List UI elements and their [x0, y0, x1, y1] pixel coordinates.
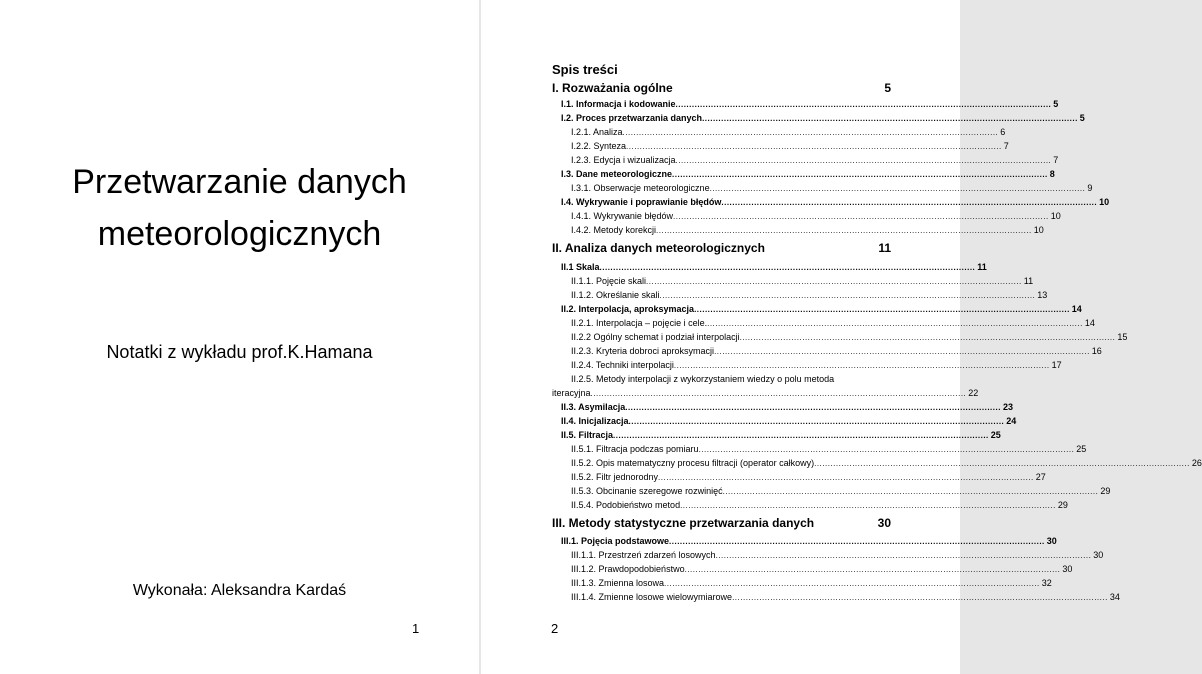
toc-entry[interactable]: [552, 304, 1082, 314]
toc-leader-dots: ..........................................................................................................................................: [672, 212, 1049, 221]
toc-entry-page: 5: [1079, 113, 1085, 123]
toc-entry-label: II.1 Skala: [561, 262, 600, 272]
toc-entry[interactable]: [552, 592, 1120, 602]
toc-entry[interactable]: [552, 444, 1087, 454]
toc-entry[interactable]: [552, 183, 1093, 193]
toc-leader-dots: ..........................................................................................................................................: [658, 473, 1034, 482]
toc-entry-label-continued: iteracyjna: [552, 388, 591, 398]
toc-entry-page: 32: [1041, 578, 1052, 588]
toc-entry[interactable]: [552, 402, 1013, 412]
toc-entry-label: III.1.2. Prawdopodobieństwo: [571, 564, 685, 574]
toc-leader-dots: ..........................................................................................................................................: [625, 403, 1001, 412]
toc-entry[interactable]: [552, 290, 1048, 300]
toc-entry-label: III.1.1. Przestrzeń zdarzeń losowych: [571, 550, 716, 560]
toc-entry-page: 22: [968, 388, 979, 398]
toc-entry[interactable]: [552, 486, 1111, 496]
toc-entry-page: 30: [1046, 536, 1057, 546]
toc-leader-dots: ..........................................................................................................................................: [622, 128, 999, 137]
toc-entry-page: 8: [1049, 169, 1055, 179]
toc-entry[interactable]: [552, 211, 1061, 221]
toc-entry[interactable]: [552, 81, 896, 95]
toc-entry-label: I.1. Informacja i kodowanie: [561, 99, 676, 109]
toc-entry-label: I. Rozważania ogólne: [552, 81, 673, 95]
toc-entry-page: 16: [1091, 346, 1102, 356]
toc-entry[interactable]: [552, 550, 1104, 560]
toc-entry-label: III.1.4. Zmienne losowe wielowymiarowe: [571, 592, 733, 602]
toc-entry[interactable]: [552, 169, 1055, 179]
toc-entry-label: I.2.3. Edycja i wizualizacja: [571, 155, 676, 165]
toc-entry[interactable]: [552, 155, 1059, 165]
toc-entry-page: 25: [1076, 444, 1087, 454]
toc-entry-page: 5: [884, 81, 891, 95]
toc-entry-page: 14: [1084, 318, 1095, 328]
toc-title: Spis treści: [552, 62, 618, 77]
toc-entry-page: 26: [1191, 458, 1202, 468]
toc-entry-page: 13: [1037, 290, 1048, 300]
toc-entry[interactable]: [552, 197, 1110, 207]
toc-entry[interactable]: [552, 127, 1006, 137]
toc-leader-dots: ..........................................................................................................................................: [714, 347, 1090, 356]
toc-entry[interactable]: [552, 516, 896, 530]
toc-leader-dots: ..........................................................................................................................................: [613, 431, 989, 440]
toc-leader-dots: ..........................................................................................................................................: [707, 319, 1083, 328]
toc-leader-dots: ..........................................................................................................................................: [673, 361, 1050, 370]
toc-entry-page: 14: [1071, 304, 1082, 314]
toc-entry[interactable]: [552, 332, 1128, 342]
toc-leader-dots: ..........................................................................................................................................: [739, 333, 1116, 342]
toc-leader-dots: ..........................................................................................................................................: [732, 593, 1108, 602]
right-page: [481, 0, 1202, 674]
toc-entry-label: II.2.5. Metody interpolacji z wykorzystaniem wiedzy o polu metoda: [571, 374, 835, 384]
toc-entry-page: 27: [1035, 472, 1046, 482]
toc-entry-page: 11: [878, 241, 891, 255]
toc-entry-label: II.4. Inicjalizacja: [561, 416, 629, 426]
toc-leader-dots: ..........................................................................................................................................: [694, 305, 1070, 314]
toc-entry-label: II.5.4. Podobieństwo metod: [571, 500, 681, 510]
toc-entry[interactable]: [552, 472, 1046, 482]
toc-leader-dots: ..........................................................................................................................................: [684, 565, 1061, 574]
toc-leader-dots: ..........................................................................................................................................: [626, 142, 1002, 151]
toc-entry[interactable]: [552, 346, 1102, 356]
toc-leader-dots: ..........................................................................................................................................: [675, 100, 1052, 109]
toc-entry-page: 24: [1006, 416, 1017, 426]
toc-entry[interactable]: [552, 360, 1062, 370]
toc-entry-label: I.4.2. Metody korekcji: [571, 225, 657, 235]
page-number-right: 2: [551, 621, 559, 636]
toc-leader-dots: ..........................................................................................................................................: [672, 170, 1048, 179]
toc-leader-dots: ..........................................................................................................................................: [590, 389, 967, 398]
toc-entry-page: 10: [1099, 197, 1110, 207]
toc-entry[interactable]: [552, 241, 896, 255]
toc-entry[interactable]: [552, 500, 1068, 510]
toc-leader-dots: ..........................................................................................................................................: [599, 263, 976, 272]
document-title-line-2: meteorologicznych: [97, 215, 382, 253]
toc-entry-label: II.2.4. Techniki interpolacji: [571, 360, 674, 370]
toc-leader-dots: ..........................................................................................................................................: [709, 184, 1086, 193]
toc-entry-page: 11: [1023, 276, 1034, 286]
toc-entry-page: 30: [877, 516, 891, 530]
toc-entry-page: 11: [977, 262, 987, 272]
toc-entry[interactable]: [552, 536, 1057, 546]
toc-entry-label: II. Analiza danych meteorologicznych: [552, 241, 765, 255]
toc-leader-dots: ..........................................................................................................................................: [628, 417, 1005, 426]
toc-leader-dots: ..........................................................................................................................................: [664, 579, 1040, 588]
toc-leader-dots: ..........................................................................................................................................: [669, 537, 1045, 546]
toc-entry-label: I.2.1. Analiza: [571, 127, 623, 137]
toc-entry-label: I.4.1. Wykrywanie błędów: [571, 211, 673, 221]
toc-entry-label: III. Metody statystyczne przetwarzania danych: [552, 516, 815, 530]
toc-entry-page: 25: [990, 430, 1001, 440]
toc-entry-page: 7: [1053, 155, 1059, 165]
document-title-line-1: Przetwarzanie danych: [72, 163, 407, 201]
toc-leader-dots: ..........................................................................................................................................: [721, 198, 1098, 207]
page-number-left: 1: [412, 621, 420, 636]
toc-entry[interactable]: [552, 276, 1034, 286]
toc-entry-label: II.2. Interpolacja, aproksymacja: [561, 304, 695, 314]
toc-entry-page: 6: [1000, 127, 1006, 137]
toc-entry-page: 10: [1050, 211, 1061, 221]
toc-leader-dots: ..........................................................................................................................................: [646, 277, 1022, 286]
toc-entry-label: II.2.3. Kryteria dobroci aproksymacji: [571, 346, 715, 356]
toc-entry-label: II.5.2. Filtr jednorodny: [571, 472, 659, 482]
toc-entry[interactable]: [552, 578, 1052, 588]
toc-entry[interactable]: [552, 225, 1044, 235]
toc-leader-dots: ..........................................................................................................................................: [722, 487, 1099, 496]
toc-entry[interactable]: [552, 458, 1202, 468]
toc-leader-dots: ..........................................................................................................................................: [715, 551, 1092, 560]
toc-entry-page: 23: [1002, 402, 1013, 412]
toc-entry-page: 9: [1087, 183, 1093, 193]
toc-entry-label: II.1.2. Określanie skali: [571, 290, 660, 300]
toc-entry-label: II.5.1. Filtracja podczas pomiaru: [571, 444, 699, 454]
toc-entry-label: I.4. Wykrywanie i poprawianie błędów: [561, 197, 722, 207]
toc-entry-page: 29: [1057, 500, 1068, 510]
toc-leader-dots: ..........................................................................................................................................: [702, 114, 1078, 123]
toc-entry-page: 30: [1062, 564, 1073, 574]
toc-entry-page: 17: [1051, 360, 1062, 370]
toc-entry[interactable]: [552, 416, 1017, 426]
toc-entry-label: III.1.3. Zmienna losowa: [571, 578, 665, 588]
toc-entry[interactable]: [552, 99, 1059, 109]
toc-entry-page: 30: [1093, 550, 1104, 560]
toc-entry-page: 34: [1109, 592, 1120, 602]
toc-entry-label: I.3. Dane meteorologiczne: [561, 169, 673, 179]
toc-entry[interactable]: [552, 141, 1009, 151]
toc-entry[interactable]: [552, 113, 1085, 123]
toc-entry-label: II.5.3. Obcinanie szeregowe rozwinięć: [571, 486, 723, 496]
toc-entry-page: 10: [1033, 225, 1044, 235]
toc-leader-dots: ..........................................................................................................................................: [698, 445, 1075, 454]
toc-entry[interactable]: [552, 430, 1001, 440]
toc-entry-label: II.5. Filtracja: [561, 430, 614, 440]
toc-entry-page: 7: [1003, 141, 1009, 151]
toc-entry-label: I.2. Proces przetwarzania danych: [561, 113, 703, 123]
toc-leader-dots: ..........................................................................................................................................: [656, 226, 1032, 235]
toc-leader-dots: ..........................................................................................................................................: [814, 459, 1190, 468]
toc-entry-continuation[interactable]: [552, 388, 979, 398]
toc-entry-label: II.1.1. Pojęcie skali: [571, 276, 647, 286]
toc-entry-label: II.3. Asymilacja: [561, 402, 626, 412]
document-subtitle: Notatki z wykładu prof.K.Hamana: [106, 342, 373, 362]
toc-entry-page: 15: [1117, 332, 1128, 342]
toc-entry-label: II.5.2. Opis matematyczny procesu filtracji (operator całkowy): [571, 458, 815, 468]
document-author: Wykonała: Aleksandra Kardaś: [132, 582, 347, 599]
toc-entry-page: 29: [1100, 486, 1111, 496]
toc-leader-dots: ..........................................................................................................................................: [675, 156, 1052, 165]
toc-entry-label: II.2.1. Interpolacja – pojęcie i cele.: [571, 318, 708, 328]
toc-entry-label: II.2.2 Ogólny schemat i podział interpolacji: [571, 332, 740, 342]
toc-entry[interactable]: [571, 374, 896, 384]
toc-entry-label: I.3.1. Obserwacje meteorologiczne: [571, 183, 710, 193]
toc-entry-label: III.1. Pojęcia podstawowe: [561, 536, 670, 546]
toc-entry-page: 5: [1053, 99, 1059, 109]
toc-entry-label: I.2.2. Synteza: [571, 141, 627, 151]
toc-entry[interactable]: [552, 318, 1095, 328]
toc-entry[interactable]: [552, 564, 1073, 574]
toc-entry[interactable]: [552, 262, 987, 272]
toc-leader-dots: ..........................................................................................................................................: [680, 501, 1056, 510]
left-page: [0, 0, 479, 674]
toc-leader-dots: ..........................................................................................................................................: [659, 291, 1036, 300]
